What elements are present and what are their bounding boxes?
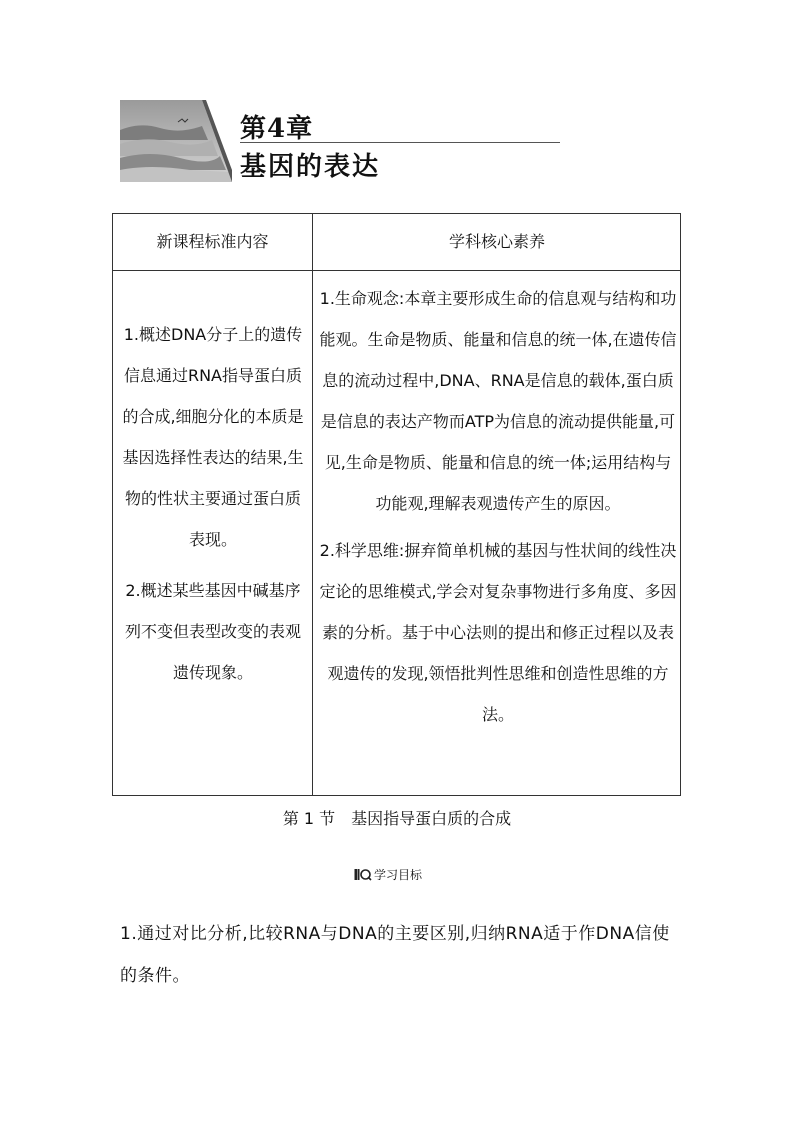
curriculum-table bbox=[112, 213, 681, 796]
table-header-competencies: 学科核心素养 bbox=[448, 232, 545, 251]
competency-item: 1.生命观念:本章主要形成生命的信息观与结构和功能观。生命是物质、能量和信息的统一体,在遗传信息的流动过程中,DNA、RNA是信息的载体,蛋白质是信息的表达产物而ATP为信息的流动提供能量,可见,生命是物质、能量和信息的统一体;运用结构与功能观,理解表观遗传产生的原因。 bbox=[319, 289, 677, 513]
chapter-divider bbox=[240, 142, 560, 143]
learning-goal-text: 学习目标 bbox=[374, 868, 423, 882]
chapter-banner-image bbox=[120, 100, 232, 182]
table-header-standards: 新课程标准内容 bbox=[156, 232, 269, 251]
standard-item: 2.概述某些基因中碱基序列不变但表型改变的表观遗传现象。 bbox=[124, 581, 301, 682]
learning-goal-icon bbox=[354, 868, 372, 881]
competencies-cell bbox=[319, 278, 677, 741]
competency-item: 2.科学思维:摒弃简单机械的基因与性状间的线性决定论的思维模式,学会对复杂事物进行多角度、多因素的分析。基于中心法则的提出和修正过程以及表观遗传的发现,领悟批判性思维和创造性思维的方法。 bbox=[319, 541, 677, 724]
learning-goal-label bbox=[354, 866, 422, 883]
table-column-divider bbox=[312, 214, 313, 795]
table-header-divider bbox=[113, 270, 680, 271]
standards-cell bbox=[119, 314, 307, 703]
learning-goal-item: 1.通过对比分析,比较RNA与DNA的主要区别,归纳RNA适于作DNA信使的条件。 bbox=[120, 924, 670, 986]
chapter-number: 第4章 bbox=[240, 114, 314, 144]
section-heading: 第 1 节 基因指导蛋白质的合成 bbox=[282, 809, 512, 828]
chapter-title: 基因的表达 bbox=[240, 152, 381, 182]
standard-item: 1.概述DNA分子上的遗传信息通过RNA指导蛋白质的合成,细胞分化的本质是基因选择性表达的结果,生物的性状主要通过蛋白质表现。 bbox=[122, 325, 304, 549]
